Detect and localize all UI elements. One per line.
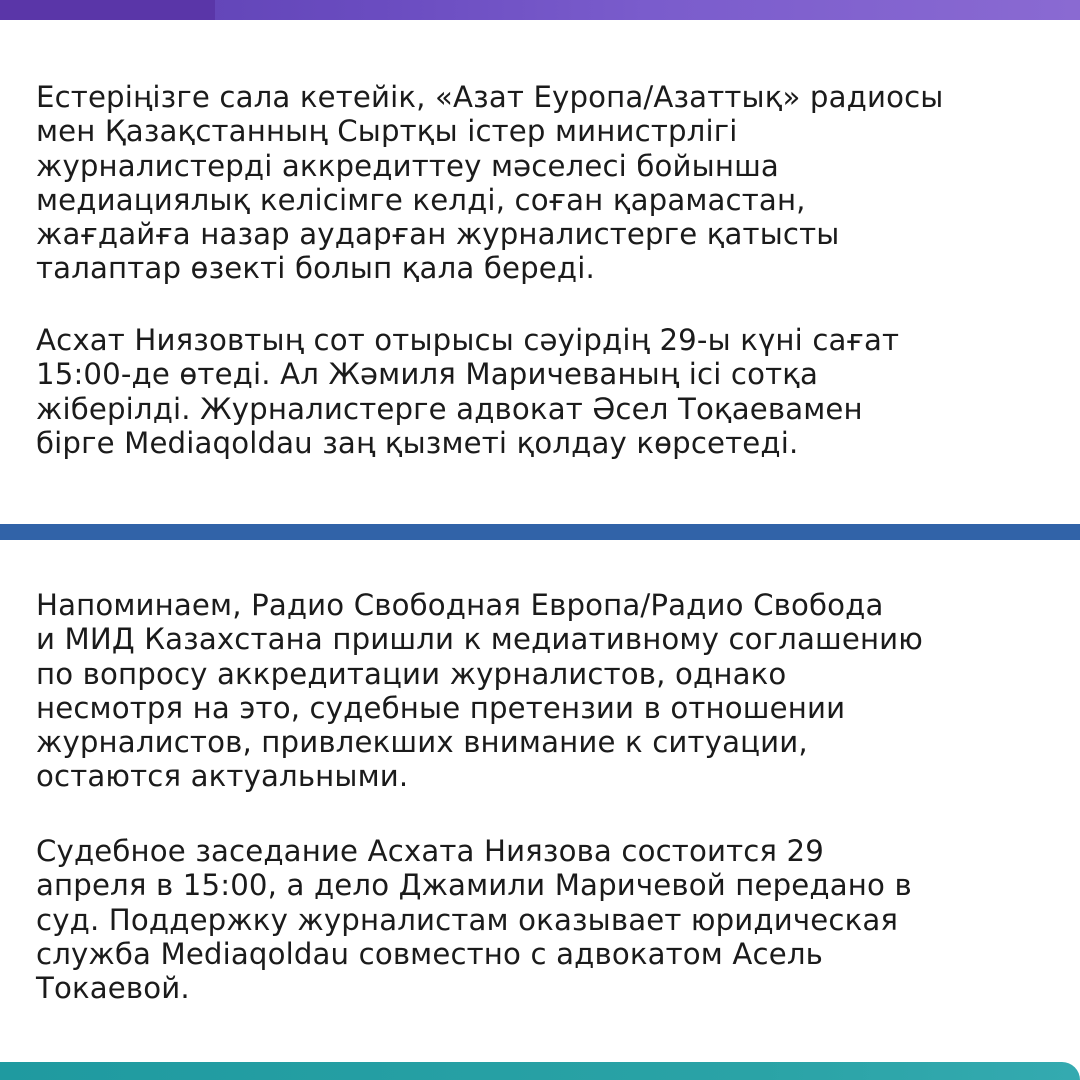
text-line: жағдайға назар аударған журналистерге қатысты [36, 217, 840, 252]
text-line: журналистов, привлекших внимание к ситуации, [36, 725, 808, 760]
text-line: по вопросу аккредитации журналистов, однако [36, 656, 787, 691]
text-line: мен Қазақстанның Сыртқы істер министрлігі [36, 114, 738, 149]
text-line: журналистерді аккредиттеу мәселесі бойынша [36, 148, 779, 183]
top-bar-accent [0, 0, 215, 20]
text-line: Судебное заседание Асхата Ниязова состоится 29 [36, 834, 824, 868]
text-line: суд. Поддержку журналистам оказывает юридическая [36, 902, 899, 937]
text-line: талаптар өзекті болып қала береді. [36, 251, 595, 286]
section-divider [0, 524, 1080, 540]
kazakh-paragraph-2 [36, 323, 1051, 460]
text-line: остаются актуальными. [36, 759, 409, 794]
text-line: бірге Mediaqoldau заң қызметі қолдау көрсетеді. [36, 425, 799, 460]
russian-paragraph-1 [36, 588, 1051, 794]
text-line: Естеріңізге сала кетейік, «Азат Еуропа/Азаттық» радиосы [36, 80, 944, 114]
text-line: апреля в 15:00, а дело Джамили Маричевой передано в [36, 868, 912, 903]
text-line: Токаевой. [36, 971, 190, 1006]
text-line: Напоминаем, Радио Свободная Европа/Радио Свобода [36, 588, 884, 622]
text-line: несмотря на это, судебные претензии в отношении [36, 690, 846, 725]
bottom-gradient-bar [0, 1062, 1080, 1080]
text-line: служба Mediaqoldau совместно с адвокатом Асель [36, 936, 823, 971]
russian-paragraph-2 [36, 834, 1051, 1005]
text-line: Асхат Ниязовтың сот отырысы сәуірдің 29-ы күні сағат [36, 323, 900, 357]
top-gradient-bar [0, 0, 1080, 20]
text-line: жіберілді. Журналистерге адвокат Әсел Тоқаевамен [36, 391, 863, 426]
kazakh-paragraph-1 [36, 80, 1051, 286]
text-line: 15:00-де өтеді. Ал Жәмиля Маричеваның ісі сотқа [36, 357, 819, 392]
text-line: медиациялық келісімге келді, соған қарамастан, [36, 182, 806, 217]
text-line: и МИД Казахстана пришли к медиативному соглашению [36, 622, 924, 657]
